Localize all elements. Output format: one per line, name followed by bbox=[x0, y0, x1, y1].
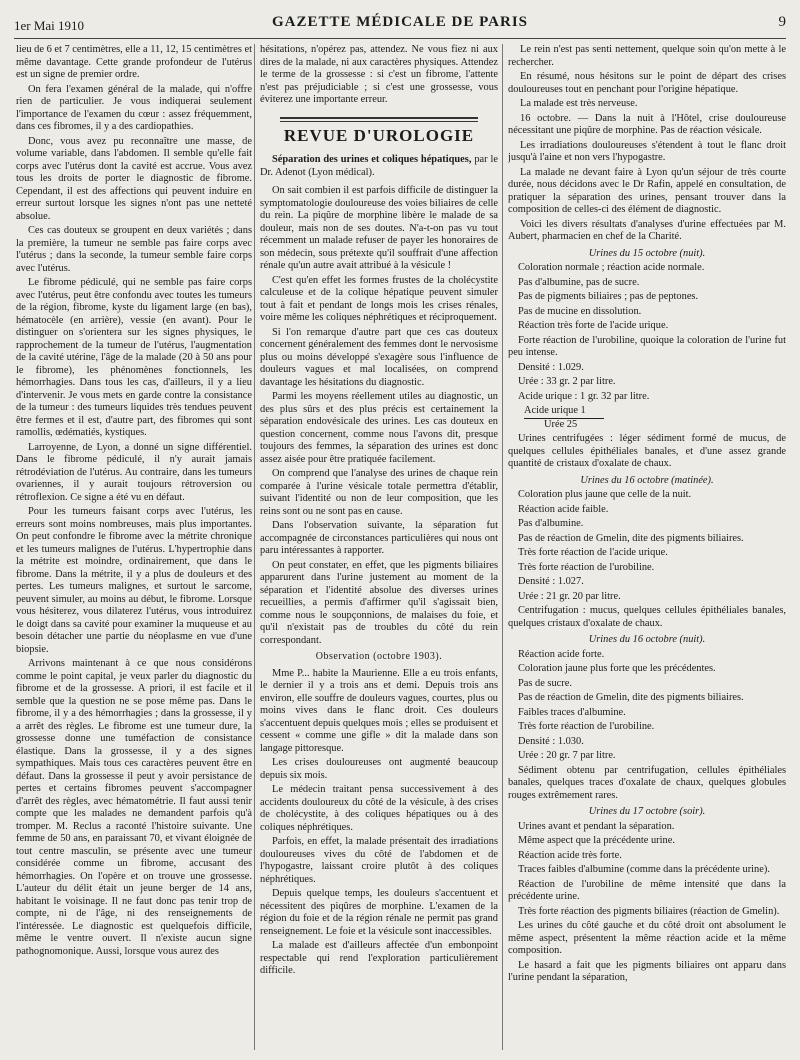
paragraph: On fera l'examen général de la malade, qui n'offre rien de particulier. Je vous indiquerai seulement l'importance de l'examen du cœur : assez fréquemment, dans ces fibromes, il y a des cardiopathies. bbox=[16, 83, 252, 132]
paragraph: Larroyenne, de Lyon, a donné un signe différentiel. Dans le fibrome pédiculé, il n'y aurait jamais rétrodéviation de l'utérus. Au contraire, dans les tumeurs ovariennes, il y aurait toujours rétroversion ou rétroflexion. Ce signe a été vu en défaut. bbox=[16, 441, 252, 503]
urine-results bbox=[508, 821, 786, 985]
paragraph: On sait combien il est parfois difficile de distinguer la symptomatologie douloureuse des voies biliaires de celle du rein. La piqûre de morphine libère le malade de sa douleur, mais non de ses doutes. N'a-t-on pas vu tout récemment un malade refuser de payer les honoraires de son médecin, sous prétexte qu'il souffrait d'une affection rénale qu'un autre avait attribué à la vésicule ! bbox=[260, 185, 498, 271]
result-line: Très forte réaction de l'urobiline. bbox=[518, 561, 655, 573]
urine-section-title: Urines du 16 octobre (matinée). bbox=[580, 474, 714, 486]
result-line: Pas d'albumine. bbox=[518, 518, 584, 529]
paragraph: Mme P... habite la Maurienne. Elle a eu trois enfants, le dernier il y a trois ans et demi. Depuis trois ans environ, elle souffre de douleurs vagues, courtes, plus ou moins vives dans le flanc droit. Ces douleurs s'accentuent depuis quelques mois ; elles se produisent et cessent « comme une gifle » dit la malade dans son langage pittoresque. bbox=[260, 667, 498, 754]
result-line: Pas de sucre. bbox=[518, 677, 572, 689]
paragraph: Depuis quelque temps, les douleurs s'accentuent et nécessitent des piqûres de morphine. L'examen de la région du foie et de la région rénale ne permit pas grand renseignement. Le foie et la vésicule sont inaccessibles. bbox=[260, 888, 498, 937]
ratio-fraction bbox=[524, 405, 786, 431]
section-heading: REVUE D'UROLOGIE bbox=[283, 125, 475, 145]
result-line: Le hasard a fait que les pigments biliaires ont apparu dans l'urine pendant la séparation, bbox=[508, 959, 786, 983]
column-divider bbox=[502, 44, 503, 1050]
column-divider bbox=[254, 44, 255, 1050]
result-line: Réaction très forte de l'acide urique. bbox=[518, 320, 669, 331]
paragraph: La malade est d'ailleurs affectée d'un embonpoint respectable qui rend l'exploration particulièrement difficile. bbox=[260, 940, 498, 976]
result-line: Très forte réaction des pigments biliaires (réaction de Gmelin). bbox=[518, 905, 780, 917]
result-line: Urée : 33 gr. 2 par litre. bbox=[518, 376, 616, 387]
urine-section-title: Urines du 17 octobre (soir). bbox=[588, 806, 706, 817]
result-line: Pas de réaction de Gmelin, dite des pigments biliaires. bbox=[518, 532, 744, 544]
paragraph: Ces cas douteux se groupent en deux variétés ; dans la première, la tumeur ne semble pas faire corps avec l'utérus ; dans la seconde, la tumeur semble faire corps avec l'utérus. bbox=[16, 225, 252, 274]
urine-results bbox=[508, 489, 786, 630]
result-line: Très forte réaction de l'acide urique. bbox=[518, 547, 668, 558]
result-line: Urée : 20 gr. 7 par litre. bbox=[518, 750, 616, 761]
paragraph: lieu de 6 et 7 centimètres, elle a 11, 12, 15 centimètres et même davantage. Cette grande profondeur de l'utérus est un signe de premier ordre. bbox=[16, 44, 252, 80]
article-title-text: Séparation des urines et coliques hépatiques, bbox=[272, 154, 472, 165]
result-line: Même aspect que la précédente urine. bbox=[518, 835, 675, 846]
paragraph: Si l'on remarque d'autre part que ces cas douteux concernent généralement des femmes dont le nervosisme plus ou moins développé s'exagère sous l'influence de douleurs vagues et mal localisées, on comprend davantage les hésitations du diagnostic. bbox=[260, 326, 498, 388]
journal-title: GAZETTE MÉDICALE DE PARIS bbox=[271, 14, 528, 30]
result-line: Coloration jaune plus forte que les précédentes. bbox=[518, 663, 716, 674]
result-line: Traces faibles d'albumine (comme dans la précédente urine). bbox=[518, 864, 770, 875]
urine-results bbox=[508, 649, 786, 803]
result-line: Très forte réaction de l'urobiline. bbox=[518, 721, 655, 732]
result-line: Densité : 1.030. bbox=[518, 735, 584, 747]
paragraph: La malade ne devant faire à Lyon qu'un séjour de très courte durée, nous décidons avec le Dr Rafin, appelé en consultation, de pratiquer la séparation des urines, pensant trouver dans la composition de celles-ci des élément de diagnostic. bbox=[508, 166, 786, 215]
result-line: Réaction acide faible. bbox=[518, 503, 609, 515]
issue-date: 1er Mai 1910 bbox=[14, 18, 85, 33]
paragraph: Parfois, en effet, la malade présentait des irradiations douloureuses vives du côté de l'abdomen et de l'hypogastre, laissant croire plutôt à des coliques néphrétiques. bbox=[260, 836, 498, 885]
urine-results bbox=[508, 262, 786, 471]
section-rule bbox=[280, 117, 478, 122]
fraction-denominator: Urée 25 bbox=[544, 418, 578, 430]
page-header bbox=[14, 14, 786, 36]
result-line: Pas de réaction de Gmelin, dite des pigments biliaires. bbox=[518, 692, 744, 703]
paragraph: hésitations, n'opérez pas, attendez. Ne vous fiez ni aux dires de la malade, ni aux caractères physiques. Attendez le terme de la grossesse : si c'est un fibrome, l'attente n'est pas préjudiciable ; si c'est une grossesse, vous éviterez une importante erreur. bbox=[260, 44, 498, 105]
result-line: Réaction acide forte. bbox=[518, 648, 605, 660]
paragraph: Les crises douloureuses ont augmenté beaucoup depuis six mois. bbox=[260, 757, 498, 781]
paragraph: Les irradiations douloureuses s'étendent à tout le flanc droit jusqu'à l'aine et non vers l'hypogastre. bbox=[508, 139, 786, 163]
result-line: Densité : 1.029. bbox=[518, 361, 584, 373]
paragraph: Le fibrome pédiculé, qui ne semble pas faire corps avec l'utérus, peut être confondu avec toutes les tumeurs de la région, fibrome, kyste du ligament large (en bas), hématocèle (en arrière), vessie (en avant). Pour le distinguer on s'orientera sur les signes physiques, le rapprochement de la tumeur de l'utérus, l'augmentation de la cavité utérine, l'âge de la malade (20 à 50 ans pour le fibrome), les phénomènes fonctionnels, les hémorrhagies. Dans tous les cas, d'ailleurs, il y a lieu d'intervenir. Je vous mets en garde contre la consistance de la tumeur : des tumeurs liquides très tendues peuvent être fermes et il est, d'autre part, des fibromes qui sont ramollis, œdématiés, kystiques. bbox=[16, 277, 252, 438]
paragraph: Donc, vous avez pu reconnaître une masse, de volume variable, dans l'abdomen. Il semble qu'elle fait corps avec l'utérus dont la cavité est accrue. Vous avez tous les droits de porter le diagnostic de fibrome. Cependant, il est des affections qui peuvent induire en erreur surtout lorsque les signes n'ont pas une netteté absolue. bbox=[16, 135, 252, 222]
paragraph: On peut constater, en effet, que les pigments biliaires apparurent dans l'urine justement au moment de la séparation et l'identité absolue des diverses urines recueillies, a permis d'affirmer qu'il s'agissait bien, comme nous le soupçonnions, de malaises du foie, et qu'il n'existait pas de troubles du côté du rein correspondant. bbox=[260, 559, 498, 646]
column-2 bbox=[260, 44, 498, 1050]
paragraph: Le rein n'est pas senti nettement, quelque soin qu'on mette à le rechercher. bbox=[508, 44, 786, 68]
result-line: Coloration plus jaune que celle de la nuit. bbox=[518, 489, 692, 500]
paragraph: Voici les divers résultats d'analyses d'urine effectuées par M. Aubert, pharmacien en chef de la Charité. bbox=[508, 218, 786, 242]
result-line: Réaction de l'urobiline de même intensité que dans la précédente urine. bbox=[508, 878, 786, 902]
result-line: Centrifugation : mucus, quelques cellules épithéliales banales, quelques cristaux d'oxalate de chaux. bbox=[508, 605, 786, 629]
result-line: Forte réaction de l'urobiline, quoique la coloration de l'urine fut peu intense. bbox=[508, 334, 786, 358]
paragraph: Pour les tumeurs faisant corps avec l'utérus, les erreurs sont moins nombreuses, mais plus importantes. On peut confondre le fibrome avec la métrite chronique et les tumeurs malignes de l'utérus. L'hypertrophie dans la métrite est moindre, ordinairement, que dans le fibrome. Dans la métrite, il y a plus de douleurs et des pertes. Les tumeurs malignes, et surtout le sarcome, peuvent simuler, au moins au début, le fibrome. Lorsque vous hésiterez, vous dilaterez l'utérus, vous introduirez le doigt dans sa cavité pour examiner la muqueuse et au besoin détacher une partie du néoplasme en vue d'une biopsie. bbox=[16, 506, 252, 655]
result-line: Urines avant et pendant la séparation. bbox=[518, 820, 675, 832]
header-rule bbox=[14, 38, 786, 39]
urine-section-title: Urines du 15 octobre (nuit). bbox=[588, 247, 706, 259]
paragraph: Arrivons maintenant à ce que nous considérons comme le point capital, je veux parler du diagnostic du fibrome et de la grossesse. A priori, il est facile et il semble que la question ne se pose même pas. Dans le fibrome, il y a des hémorrhagies ; dans la grossesse, il y a arrêt des règles. Le fibrome est une tumeur dure, la grossesse donne une tuméfaction de consistance élastique. Dans la grossesse, il y a des signes sympathiques. Mais tous ces caractères peuvent être en défaut. Dans la grossesse il peut y avoir persistance de pertes et certains fibromes peuvent s'accompagner d'arrêt des règles, avec hématométrie. Il faut aussi tenir compte que les malades ne demandent parfois qu'à tromper. M. Reclus a raconté l'histoire suivante. Une femme de 50 ans, en paraissant 70, et vivant éloignée de tout centre masculin, se présente avec une tumeur considérée comme un fibrome, accusant des hémorrhagies. On l'opère et on trouve une grossesse. L'auteur du délit était un jeune berger de 14 ans, habitant le voisinage. Il ne faut donc pas tenir trop de compte, ni de l'âge, ni des renseignements de l'intéressée. Le diagnostic est quelquefois difficile, même le ventre ouvert. Il n'existe aucun signe pathognomonique. Aussi, lorsque vous aurez des bbox=[16, 658, 252, 957]
result-line: Urines centrifugées : léger sédiment formé de mucus, de quelques cellules épithéliales banales, et d'une assez grande quantité de cristaux d'oxalate de chaux. bbox=[508, 433, 786, 469]
result-line: Acide urique : 1 gr. 32 par litre. bbox=[518, 390, 650, 402]
paragraph: 16 octobre. — Dans la nuit à l'Hôtel, crise douloureuse nécessitant une piqûre de morphine. Pas de réaction vésicale. bbox=[508, 112, 786, 136]
result-line: Urée : 21 gr. 20 par litre. bbox=[518, 590, 621, 602]
result-line: Pas de mucine en dissolution. bbox=[518, 305, 642, 317]
paragraph: Dans l'observation suivante, la séparation fut accompagnée de circonstances particulières qui nous ont paru intéressantes à rapporter. bbox=[260, 520, 498, 556]
result-line: Pas d'albumine, pas de sucre. bbox=[518, 276, 640, 288]
paragraph: La malade est très nerveuse. bbox=[520, 98, 638, 109]
result-line: Les urines du côté gauche et du côté droit ont absolument le même aspect, présentent la même réaction acide et la même composition. bbox=[508, 920, 786, 956]
paragraph: Parmi les moyens réellement utiles au diagnostic, un des plus sûrs et des plus précis est certainement la séparation endovésicale des urines. Les cas douteux en question concernent, comme nous l'avons dit, presque toujours des femmes, la séparation des urines est donc assez aisée pour être pratiquée facilement. bbox=[260, 391, 498, 465]
paragraph: Le médecin traitant pensa successivement à des accidents douloureux du côté de la vésicule, à des crises de cholécystite, à des coliques hépatiques ou à des coliques néphrétiques. bbox=[260, 784, 498, 833]
paragraph: On comprend que l'analyse des urines de chaque rein comparée à l'urine vésicale totale permettra d'établir, suivant l'identité ou non de leur composition, que les reins sont ou ne sont pas en cause. bbox=[260, 468, 498, 517]
result-line: Réaction acide très forte. bbox=[518, 849, 622, 861]
result-line: Sédiment obtenu par centrifugation, cellules épithéliales banales, quelques traces d'oxalate de chaux, quelques globules rouges extrêmement rares. bbox=[508, 764, 786, 801]
column-1 bbox=[16, 44, 252, 1050]
observation-heading: Observation (octobre 1903). bbox=[315, 651, 443, 662]
result-line: Pas de pigments biliaires ; pas de peptones. bbox=[518, 291, 699, 302]
result-line: Faibles traces d'albumine. bbox=[518, 706, 626, 718]
article-byline: par le Dr. Adenot (Lyon médical). bbox=[260, 154, 498, 178]
fraction-numerator: Acide urique 1 bbox=[524, 405, 604, 419]
urine-section-title: Urines du 16 octobre (nuit). bbox=[588, 634, 706, 645]
result-line: Densité : 1.027. bbox=[518, 576, 584, 587]
page-number: 9 bbox=[778, 14, 786, 30]
article-title bbox=[260, 154, 498, 179]
paragraph: C'est qu'en effet les formes frustes de la cholécystite calculeuse et de la colique hépatique peuvent simuler tout à fait et pendant de longs mois les crises rénales, voire même les coliques néphrétiques et réciproquement. bbox=[260, 274, 498, 323]
column-3 bbox=[508, 44, 786, 1050]
result-line: Coloration normale ; réaction acide normale. bbox=[518, 262, 705, 273]
paragraph: En résumé, nous hésitons sur le point de départ des crises douloureuses tout en penchant pour l'origine hépatique. bbox=[508, 71, 786, 95]
